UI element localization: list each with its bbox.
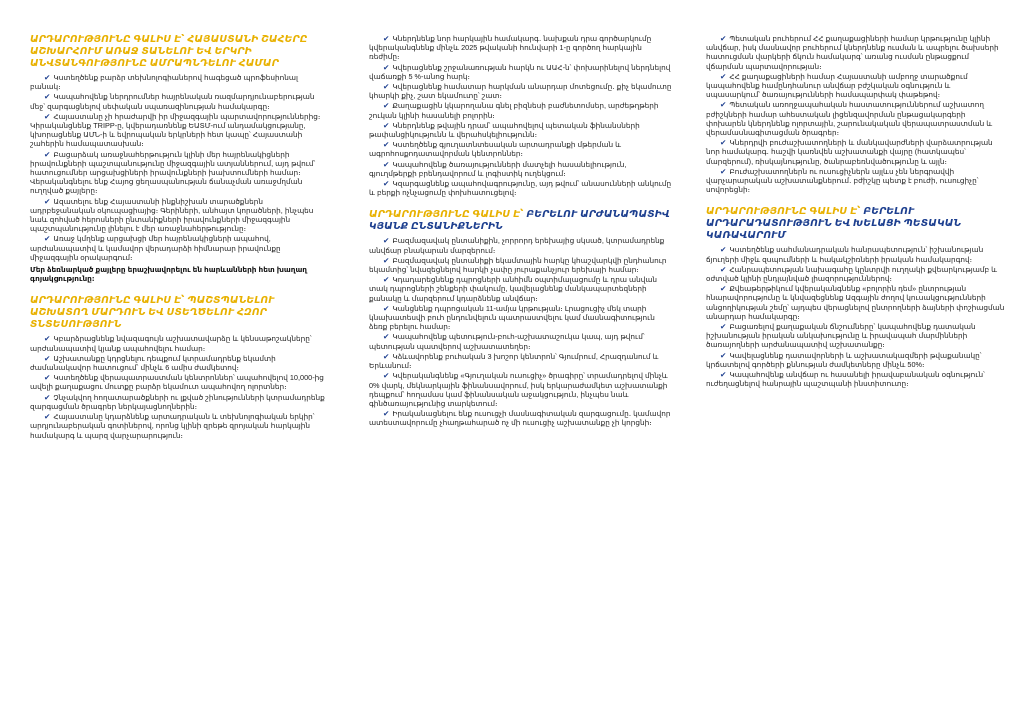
checkmark-icon: ✔ (383, 275, 390, 285)
list-item: ✔ Կստեղծենք բարձր տեխնոլոգիաներով հագեցած պրոֆեսիոնալ բանակ։ (30, 73, 298, 92)
checkmark-icon: ✔ (720, 34, 727, 43)
list-item: ✔ Աշխատանքը կդրցնելու դեպքում կտրամադրենք եկամտի ժամանակավոր հատուցում՝ մինչև 6 ամիս ժամկետով։ (30, 353, 276, 373)
list-item: ✔ Կվերականգնենք «Գյուղական ուսուցիչ» ծրագիրը՝ տրամադրելով մինչև 0% վարկ, մեկնարկային ֆինանսավորում, իսկ երկարաժամկետ աշխատանքի դեպքում՝ հողամաս կամ ֆինանսական աջակցություն, ինչպես նաև գինծառայությունից տարկետում։ (369, 371, 668, 408)
checkmark-icon: ✔ (383, 179, 390, 189)
list-item: ✔ Կապահովենք անվճար ու հասանելի իրավաբանական օգնություն՝ ուժեղացնելով հանրային պաշտպանի ինստիտուտը։ (706, 370, 985, 389)
checkmark-icon: ✔ (720, 166, 727, 176)
checkmark-icon: ✔ (720, 100, 727, 110)
list-item: ✔ Կվերացնենք համատար հարկման անարդար մոտեցումը․ քիչ եկամուտը կհարկի քիչ, շատ եկամուտը՝ շատ։ (369, 82, 672, 101)
heading-title: ԲԵՐԵԼՈՒ ԱՐԺԱՆԱՊԱՏԻՎ ԿՅԱՆՔ ԸՆՏԱՆԻՔՆԵՐԻՆ (369, 209, 670, 233)
list-item: ✔ Կստեղծենք սահմանադրական հանրապետություն՝ իշխանության ճյուղերի միջև զսպումների և հակակշիռների իրական համակարգով։ (706, 245, 984, 264)
checkmark-icon: ✔ (44, 196, 51, 206)
list-item: ✔ Բազմազավակ ընտանիքի եկամտային հարկը կհաշվարկվի ընդհանուր եկամտից՝ նվազեցնելով հարկի չափը յուրաքանչյուր երեխայի համար։ (369, 255, 667, 275)
checkmark-icon: ✔ (383, 371, 390, 381)
list-item: ✔ Քվեաթերթիկում կվերականգնենք «բոլորին դեմ» ընտրության հնարավորությունը և կնվազեցնենք Ազգային ժողով կուսակցությունների անցողիկության շեմը՝ այդպես վերացնելով ընտրողների ձայների փոշիացման անարդար համակարգը։ (706, 284, 1005, 321)
checkmark-icon: ✔ (383, 255, 390, 265)
checkmark-icon: ✔ (383, 409, 390, 419)
list-item: ✔ Բացառելով քաղաքական ճնշումները՝ կապահովենք դատական իշխանության իրական անկախությունը և իրավապահ մարմինների ծառայողների արժանապատիվ աշխատանքը։ (706, 322, 976, 350)
checkmark-icon: ✔ (720, 245, 727, 255)
list-item: ✔ Կձևավորենք բուհական 3 խոշոր կենտրոն՝ Գյումրում, Հրազդանում և Երևանում։ (369, 351, 659, 371)
heading-title: ԲԵՐԵԼՈՒ ԱՐԴԱՐԱԴԱՏՈՒԹՅՈՒՆ ԵՎ ԽԵԼԱՑԻ ՊԵՏԱԿԱՆ ԿԱՌԱՎԱՐՈՒՄ (706, 206, 962, 242)
list-item: ✔ Կապահովենք ներդրումներ հայրենական ռազմարդյունաբերության մեջ՝ զարգացնելով սեփական սպառազինության համակարգը։ (30, 92, 315, 111)
list-item: ✔ Պետական բուհերում ՀՀ քաղաքացիների համար կրթությունը կլինի անվճար, իսկ մասնավոր բուհերում կներդնենք ուսման և ապրելու ծախսերի հատուցման վարկերի ճկուն համակարգ՝ առանց ուսման ընթացքում վճարման պարտավորության։ (706, 34, 999, 71)
heading-prefix: ԱՐԴԱՐՈՒԹՅՈՒՆԸ ԳԱԼԻՍ Է՝ (369, 209, 524, 221)
checkmark-icon: ✔ (383, 351, 390, 361)
checkmark-icon: ✔ (44, 111, 51, 121)
section-heading-families (369, 209, 672, 233)
checkmark-icon: ✔ (44, 92, 51, 102)
column-1 (0, 34, 341, 718)
checkmark-icon: ✔ (44, 392, 51, 402)
checkmark-icon: ✔ (383, 101, 390, 111)
checkmark-icon: ✔ (720, 71, 727, 81)
checkmark-icon: ✔ (720, 284, 727, 294)
checkmark-icon: ✔ (383, 236, 390, 246)
checkmark-icon: ✔ (720, 264, 727, 274)
checkmark-icon: ✔ (720, 370, 727, 380)
checkmark-icon: ✔ (44, 373, 51, 383)
checkmark-icon: ✔ (383, 82, 390, 92)
checkmark-icon: ✔ (44, 149, 51, 159)
list-item: ✔ Չնչակվող հողատարածքների ու լքված շինությունների կտրամադրենք զարգացման ծրագրեր ներկայացնողներին։ (30, 392, 325, 411)
checkmark-icon: ✔ (44, 412, 51, 422)
list-item: ✔ Հայաստանը չի հրաժարվի իր միջազգային պարտավորություններից։ Կիրականցնենք TRIPP-ը, կվերադառնենք ԵԱՏՄ-ում անդամակցությանը, կխորացնենք ԱՄՆ-ի և եվրոպական երկրների հետ կապը՝ Հայաստանի շահերին համապատասխան։ (30, 111, 321, 149)
list-item: ✔ Կզարգացնենք ապահովագրությունը, այդ թվում՝ անասունների անկումը և բերքի ոչնչացումը փոխհատուցելով։ (369, 179, 672, 198)
checkmark-icon: ✔ (44, 234, 51, 244)
list-item: ✔ Պետական առողջապահական հաստատություններում աշխատող բժիշկների համար ահեստական լիցենզավորման ընթացակարգերի փոխարեն կներդնենք ոլորտային, շարունակական վերապատրաստման և վերամասնագիտացման ծրագրեր։ (706, 100, 993, 138)
checkmark-icon: ✔ (720, 322, 727, 332)
checkmark-icon: ✔ (44, 334, 51, 344)
checkmark-icon: ✔ (383, 140, 390, 150)
list-item: ✔ Բազմազավակ ընտանիքին, չորրորդ երեխայից սկսած, կտրամադրենք անվճար բնակարան մարզերում։ (369, 236, 665, 255)
checkmark-icon: ✔ (383, 303, 390, 313)
list-item: ✔ Կապահովենք ծառայությունների մատչելի հասանելիություն, գյուղմթերքի բրենդավորում և լոգիստիկ ուղեկցում։ (369, 159, 627, 178)
list-item: ✔ Կդադարեցնենք դպրոցների անհիմն օպտիմալացումը և դրա անվան տակ դպրոցների շենքերի փակումը, կավելացնենք մանկապարտեզների քանակը և մարզերում կդարձնենք անվճար։ (369, 275, 658, 303)
heading-prefix: ԱՐԴԱՐՈՒԹՅՈՒՆԸ ԳԱԼԻՍ Է՝ (706, 206, 861, 218)
checkmark-icon: ✔ (44, 73, 51, 82)
section-note: Մեր ձեռնարկած քայլերը երաշխավորելու են հարևանների հետ խաղաղ գոյակցությունը։ (30, 265, 307, 284)
section-heading-economy (30, 295, 327, 331)
column-3 (682, 34, 1023, 718)
list-item: ✔ Կստեղծենք վերապատրաստման կենտրոններ՝ ապահովելով 10,000-ից ավելի քաղաքացու մուտքը բարձր եկամուտ ապահովող ոլորտներ։ (30, 373, 324, 392)
list-item: ✔ Բացարձակ առաջնահերթություն կլինի մեր հայրենակիցների իրավունքների պաշտպանությունը միջազգային ատյաններում, այդ թվում՝ հատուցումներ արցախցիների իրավունքների խախտումների համար։ Վերականգնելու ենք Հայոց ցեղասպանության ճանաչման առաջմղման ուղղված քայլերը։ (30, 149, 316, 196)
heading-title: ՀԱՅԱՍՏԱՆԻ ՇԱՀԵՐԸ ԱՇԽԱՐՀՈՒՄ ԱՌԱՋ ՏԱՆԵԼՈՒ ԵՎ ԵՐԿՐԻ ԱՆՎՏԱՆԳՈՒԹՅՈՒՆԸ ԱՄՐԱՊՆԴԵԼՈՒ ՀԱՄԱՐ (30, 34, 308, 69)
list-item: ✔ Կստեղծենք գյուղատնտեսական արտադրանքի մթերման և ագրոհոսքոդատավորման կենտրոններ։ (369, 140, 622, 159)
list-item: ✔ Կներդրվի բուժաշխատողների և մանկավարժների վարձատրության նոր համակարգ․ հաշվի կառնվեն աշխատանքի վայրը (հատկապես՝ մարզերում), ռիսկայնությունը, ծանրաբեռնվածությունը և այլն։ (706, 138, 993, 166)
list-item: ✔ Իրականացնելու ենք ուսուցչի մասնագիտական զարգացումը․ կամավոր ատեստավորումը չհաղթահարած ոչ մի ուսուցիչ աշխատանքը չի կորցնի։ (369, 409, 671, 428)
list-item: ✔ Կբարձրացնենք նվազագույն աշխատավարձը և կենսաթոշակները՝ արժանապատիվ կյանք ապահովելու համար։ (30, 334, 312, 353)
checkmark-icon: ✔ (383, 34, 390, 43)
checkmark-icon: ✔ (383, 62, 390, 72)
checkmark-icon: ✔ (720, 138, 727, 148)
list-item: ✔ Առաջ կմղենք արցախցի մեր հայրենակիցների ապահով, արժանապատիվ և կամավոր վերադարձի հիմնարար իրավունքը միջազգային օրակարգում։ (30, 234, 281, 262)
list-item: ✔ ՀՀ քաղաքացիների համար Հայաստանի ամբողջ տարածքում կապահովենք համընդհանուր անվճար բժշկական օգնություն և սպասարկում՝ ծառայությունների համապարփակ փաթեթով։ (706, 71, 968, 100)
list-item: ✔ Կվերացնենք շրջանառության հարկն ու ԱԱՀ-ն՝ փոխարինելով ներդնելով վաճառքի 5 %-անոց հարկ։ (369, 62, 671, 81)
heading-title: ՊԱՇՏՊԱՆԵԼՈՒ ԱՇԽԱՏՈՂ ՄԱՐԴՈՒՆ ԵՎ ՍՏԵՂԾԵԼՈՒ ՀԶՈՐ ՏՆՏԵՍՈՒԹՅՈՒՆ (30, 295, 275, 331)
checkmark-icon: ✔ (383, 159, 390, 169)
column-2 (341, 34, 682, 718)
heading-prefix: ԱՐԴԱՐՈՒԹՅՈՒՆԸ ԳԱԼԻՍ Է՝ (30, 295, 185, 307)
list-item: ✔ Հայաստանը կդարձնենք արտադրական և տեխնոլոգիական երկիր՝ արդյունաբերական գոտիներով, որոնց կլինի զրեթե զրոյական հարկային համակարգ և պարզ վարչարարություն։ (30, 412, 315, 440)
list-item: ✔ Բուժաշխատողներն ու ուսուցիչներն այլևս չեն ներգրավվի վարչարարական աշխատանքներում․ բժիշկը պետք է բուժի, ուսուցիչը՝ սովորեցնի։ (706, 166, 979, 195)
list-item: ✔ Կավելացնենք դատավորների և աշխատակազմերի թվաքանակը՝ կրճատելով գործերի քննության ժամկետները մինչև 50%։ (706, 350, 982, 369)
checkmark-icon: ✔ (383, 332, 390, 342)
list-item: ✔ Կանցնենք դպրոցական 11-ամյա կրթության։ Լրացուցիչ մեկ տարի կնախատեսվի բուհ ընդունվելուն պատրաստվելու կամ մասնագիտություն ձեռք բերելու համար։ (369, 303, 655, 332)
checkmark-icon: ✔ (44, 353, 51, 363)
checkmark-icon: ✔ (383, 120, 390, 130)
heading-prefix: ԱՐԴԱՐՈՒԹՅՈՒՆԸ ԳԱԼԻՍ Է՝ (30, 34, 185, 45)
list-item: ✔ Հանրապետության նախագահը կընտրվի ուղղակի քվեարկությամբ և օժտված կլինի ընդլայնված լիազորություններով։ (706, 264, 998, 284)
list-item: ✔ Կներդնենք թվային դրամ՝ ապահովելով պետական ֆինանսների թափանցիկությունն և վերահսկելիությունն։ (369, 120, 640, 140)
list-item: ✔ Կներդնենք նոր հարկային համակարգ․ նախքան դրա գործարկումը կվերականգնենք մինչև 2025 թվականի հունվարի 1-ը գործող հարկային ռեժիմը։ (369, 34, 652, 62)
list-item: ✔ Կապահովենք պետություն-բուհ-աշխատաշուկա կապ, այդ թվում՝ պետության պատվերով աշխատատեղեր։ (369, 332, 645, 351)
checkmark-icon: ✔ (720, 350, 727, 360)
section-heading-justice (706, 206, 1005, 242)
section-heading-security (30, 34, 327, 70)
list-item: ✔ Ազատելու ենք Հայաստանի ինքնիշխան տարածքներն ադրբեջանական օկուպացիայից։ Գերիների, անհայտ կորածների, ինչպես նաև զոհված հերոսների ընտանիքների իրավունքների միջազգային պաշտպանությունը լինելու է մեր առաջնահերթությունը։ (30, 196, 314, 234)
list-item: ✔ Քաղաքացին կկարողանա գնել բիզնեսի բաժնետոմսեր, արժեթղթերի շուկան կլինի հասանելի բոլորին։ (369, 101, 659, 120)
